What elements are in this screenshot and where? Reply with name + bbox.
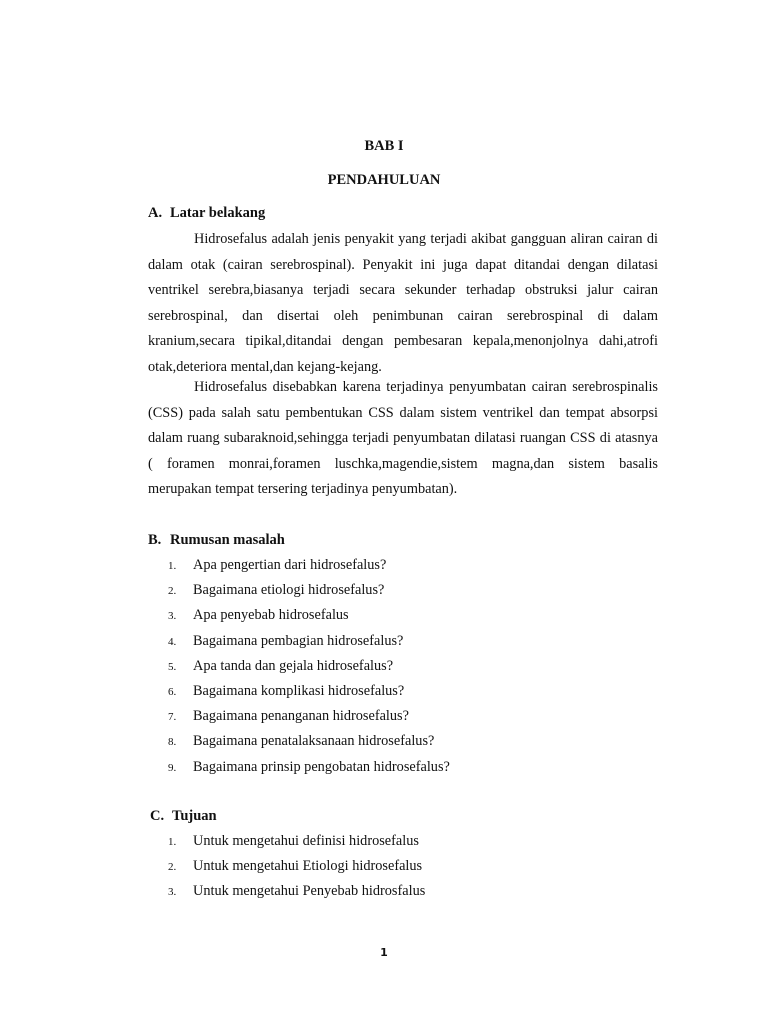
page-number: 1	[380, 946, 388, 959]
section-a-letter: A.	[148, 205, 163, 221]
section-c-letter: C.	[150, 808, 165, 824]
list-item: 1. Untuk mengetahui definisi hidrosefalus	[168, 833, 419, 849]
section-b-title: Rumusan masalah	[170, 532, 285, 548]
list-item: 5. Apa tanda dan gejala hidrosefalus?	[168, 657, 394, 674]
list-item: 4. Bagaimana pembagian hidrosefalus?	[168, 632, 404, 649]
section-b-letter: B.	[148, 532, 162, 548]
list-item: 1. Apa pengertian dari hidrosefalus?	[168, 557, 387, 573]
list-item: 3. Untuk mengetahui Penyebab hidrosfalus	[168, 883, 426, 900]
objective-list	[168, 829, 425, 905]
paragraph-2: Hidrosefalus disebabkan karena terjadinya penyumbatan cairan serebrospinalis (CSS) pada salah satu pembentukan CSS dalam sistem ventrikel dan tempat absorpsi dalam ruang subaraknoid,sehingga terjadi penyumbatan dilatasi ruangan CSS di atasnya ( foramen monrai,foramen luschka,magendie,sistem magna,dan sistem basalis merupakan tempat tersering terjadinya penyumbatan).	[148, 379, 658, 497]
section-a-heading	[148, 205, 265, 222]
section-c-title: Tujuan	[172, 808, 217, 824]
list-item: 6. Bagaimana komplikasi hidrosefalus?	[168, 682, 405, 699]
section-b-heading	[148, 532, 285, 549]
problem-list	[168, 553, 450, 780]
chapter-label: BAB I	[364, 138, 404, 154]
list-item: 9. Bagaimana prinsip pengobatan hidrosefalus?	[168, 758, 450, 775]
section-a-title: Latar belakang	[170, 205, 266, 221]
list-item: 2. Untuk mengetahui Etiologi hidrosefalus	[168, 858, 423, 875]
list-item: 3. Apa penyebab hidrosefalus	[168, 607, 349, 624]
list-item: 7. Bagaimana penanganan hidrosefalus?	[168, 708, 409, 725]
paragraph-1: Hidrosefalus adalah jenis penyakit yang terjadi akibat gangguan aliran cairan di dalam otak (cairan serebrospinal). Penyakit ini juga dapat ditandai dengan dilatasi ventrikel serebra,biasanya terjadi secara sekunder terhadap obstruksi jalur cairan serebrospinal, dan disertai oleh penimbunan cairan serebrospinal di dalam kranium,secara tipikal,ditandai dengan pembesaran kepala,menonjolnya dahi,atrofi otak,deteriora mental,dan kejang-kejang.	[148, 231, 658, 375]
section-c-heading	[150, 808, 217, 825]
list-item: 8. Bagaimana penatalaksanaan hidrosefalus?	[168, 733, 435, 750]
chapter-title: PENDAHULUAN	[327, 172, 441, 188]
list-item: 2. Bagaimana etiologi hidrosefalus?	[168, 582, 385, 599]
